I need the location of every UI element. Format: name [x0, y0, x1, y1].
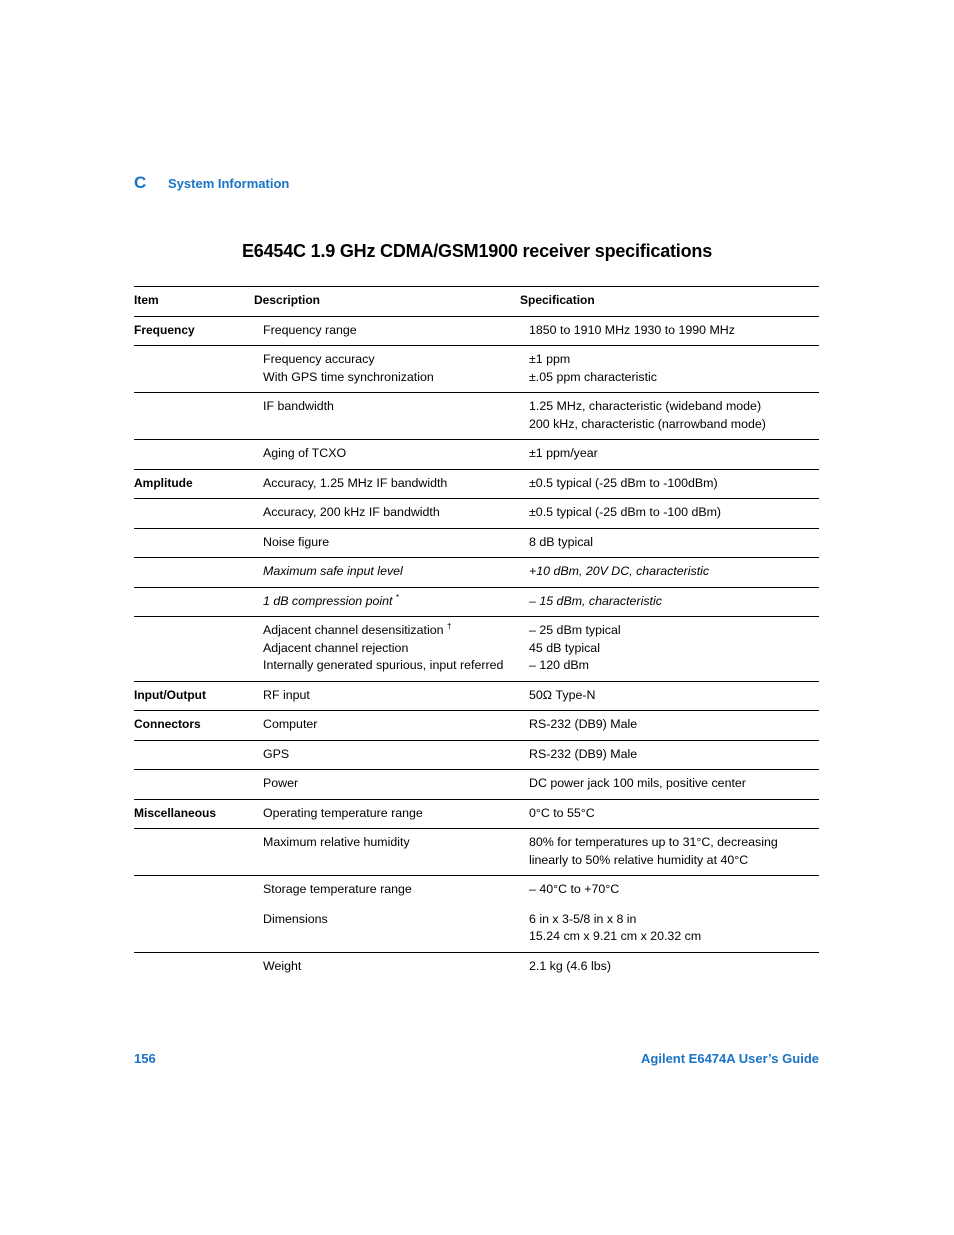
- row-description: Frequency range: [254, 316, 520, 346]
- table-row: [134, 681, 819, 711]
- table-row: [134, 499, 819, 529]
- row-specification: 8 dB typical: [520, 528, 819, 558]
- row-item: [134, 528, 254, 558]
- row-description: GPS: [254, 740, 520, 770]
- row-item: [134, 952, 254, 981]
- row-specification: 80% for temperatures up to 31°C, decreasing linearly to 50% relative humidity at 40°C: [520, 829, 819, 876]
- row-item: [134, 440, 254, 470]
- row-description: Aging of TCXO: [254, 440, 520, 470]
- row-description: Frequency accuracy With GPS time synchronization: [254, 346, 520, 393]
- row-item: [134, 770, 254, 800]
- row-specification: – 25 dBm typical 45 dB typical – 120 dBm: [520, 617, 819, 682]
- row-description: Maximum relative humidity: [254, 829, 520, 876]
- row-item: Connectors: [134, 711, 254, 741]
- table-row: [134, 558, 819, 588]
- row-description: Storage temperature range Dimensions: [254, 876, 520, 953]
- row-description: Adjacent channel desensitization † Adjacent channel rejection Internally generated spurious, input referred: [254, 617, 520, 682]
- row-description: Noise figure: [254, 528, 520, 558]
- guide-title: Agilent E6474A User’s Guide: [641, 1051, 819, 1066]
- table-header-row: [134, 287, 819, 317]
- table-row: [134, 469, 819, 499]
- row-item: [134, 346, 254, 393]
- row-item: [134, 829, 254, 876]
- row-item: Frequency: [134, 316, 254, 346]
- row-specification: – 15 dBm, characteristic: [520, 587, 819, 617]
- col-header-description: Description: [254, 287, 520, 317]
- row-description: 1 dB compression point *: [254, 587, 520, 617]
- row-specification: 1.25 MHz, characteristic (wideband mode) 200 kHz, characteristic (narrowband mode): [520, 393, 819, 440]
- table-row: [134, 740, 819, 770]
- table-row: [134, 711, 819, 741]
- row-item: [134, 558, 254, 588]
- row-specification: ±0.5 typical (-25 dBm to -100 dBm): [520, 499, 819, 529]
- chapter-letter: C: [134, 173, 147, 192]
- row-specification: +10 dBm, 20V DC, characteristic: [520, 558, 819, 588]
- table-row: [134, 528, 819, 558]
- table-row: [134, 799, 819, 829]
- table-row: [134, 952, 819, 981]
- row-specification: 50Ω Type-N: [520, 681, 819, 711]
- row-item: Input/Output: [134, 681, 254, 711]
- row-specification: RS-232 (DB9) Male: [520, 740, 819, 770]
- row-description: IF bandwidth: [254, 393, 520, 440]
- row-item: [134, 393, 254, 440]
- page-title: E6454C 1.9 GHz CDMA/GSM1900 receiver specifications: [241, 241, 713, 261]
- row-specification: DC power jack 100 mils, positive center: [520, 770, 819, 800]
- table-row: [134, 829, 819, 876]
- page-number: 156: [134, 1051, 156, 1066]
- footnote-mark: *: [395, 592, 400, 602]
- row-description: Power: [254, 770, 520, 800]
- row-item: [134, 617, 254, 682]
- col-header-item: Item: [134, 287, 254, 317]
- row-description: Weight: [263, 958, 302, 973]
- row-specification: ±0.5 typical (-25 dBm to -100dBm): [520, 469, 819, 499]
- row-description: Computer: [254, 711, 520, 741]
- chapter-title: System Information: [168, 176, 290, 191]
- row-item: [134, 876, 254, 953]
- row-specification: RS-232 (DB9) Male: [520, 711, 819, 741]
- footnote-mark: †: [446, 622, 452, 631]
- row-specification: ±1 ppm/year: [520, 440, 819, 470]
- row-specification: 1850 to 1910 MHz 1930 to 1990 MHz: [520, 316, 819, 346]
- table-row: [134, 617, 819, 682]
- row-item: [134, 499, 254, 529]
- row-description: RF input: [254, 681, 520, 711]
- row-item: Miscellaneous: [134, 799, 254, 829]
- col-header-specification: Specification: [520, 287, 819, 317]
- table-row: [134, 587, 819, 617]
- row-description: Accuracy, 1.25 MHz IF bandwidth: [254, 469, 520, 499]
- table-row: [134, 346, 819, 393]
- row-item: [134, 587, 254, 617]
- row-item: [134, 740, 254, 770]
- table-row: [134, 440, 819, 470]
- table-row: [134, 393, 819, 440]
- row-item: Amplitude: [134, 469, 254, 499]
- row-specification: – 40°C to +70°C 6 in x 3-5/8 in x 8 in 15.24 cm x 9.21 cm x 20.32 cm: [520, 876, 819, 953]
- row-specification: 0°C to 55°C: [520, 799, 819, 829]
- table-row: [134, 770, 819, 800]
- row-specification: ±1 ppm ±.05 ppm characteristic: [520, 346, 819, 393]
- row-description: Maximum safe input level: [254, 558, 520, 588]
- spec-table: [134, 286, 819, 981]
- row-specification: 2.1 kg (4.6 lbs): [529, 958, 611, 973]
- row-description: Operating temperature range: [254, 799, 520, 829]
- table-row: [134, 876, 819, 953]
- table-row: [134, 316, 819, 346]
- row-description: Accuracy, 200 kHz IF bandwidth: [254, 499, 520, 529]
